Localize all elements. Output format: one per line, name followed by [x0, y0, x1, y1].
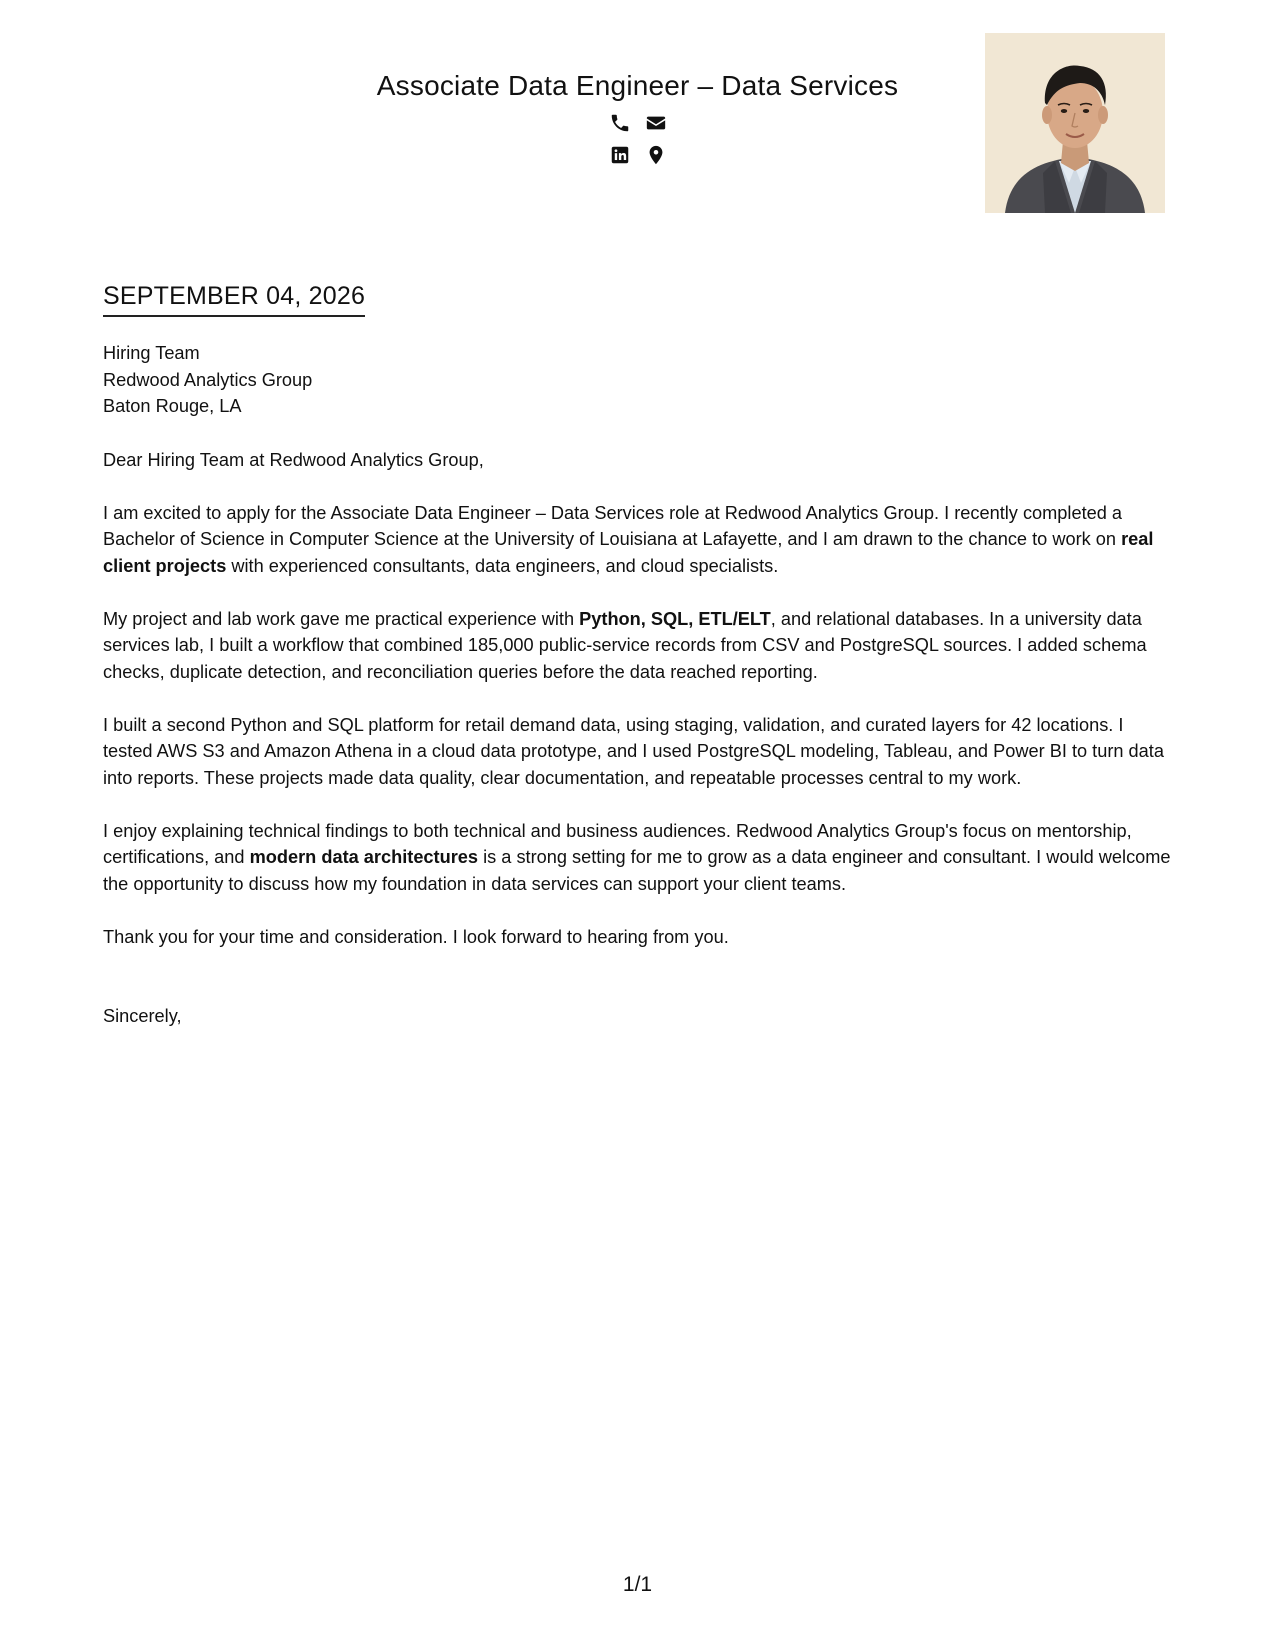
paragraph-3: I built a second Python and SQL platform for retail demand data, using staging, validation, and curated layers for 42 locations. I tested AWS S3 and Amazon Athena in a cloud data prototype, and I used PostgreSQL modeling, Tableau, and Power BI to turn data into reports. These projects made data quality, clear documentation, and repeatable processes central to my work.	[103, 714, 1164, 788]
closing: Sincerely,	[103, 1006, 182, 1026]
recipient-name: Hiring Team	[103, 343, 200, 363]
recipient-company: Redwood Analytics Group	[103, 369, 313, 390]
paragraph-1-text-b: with experienced consultants, data engineers, and cloud specialists.	[226, 555, 779, 576]
paragraph-4-text-a: I enjoy explaining technical findings to both technical and business audiences. Redwood Analytics Group's focus on mentorship, certifications, and	[103, 820, 1132, 867]
salutation: Dear Hiring Team at Redwood Analytics Group,	[103, 449, 484, 470]
job-title: Associate Data Engineer – Data Services	[376, 70, 899, 101]
page-number: 1/1	[622, 1573, 653, 1596]
phone-icon[interactable]	[609, 112, 631, 134]
paragraph-2	[103, 606, 1175, 686]
letter-body	[103, 340, 1175, 1030]
recipient-block	[103, 340, 1175, 420]
paragraph-1-bold: real client projects	[103, 529, 1154, 576]
paragraph-4-text-b: is a strong setting for me to grow as a data engineer and consultant. I would welcome the opportunity to discuss how my foundation in data services can support your client teams.	[103, 847, 1171, 894]
paragraph-5: Thank you for your time and consideration. I look forward to hearing from you.	[103, 926, 729, 947]
recipient-location: Baton Rouge, LA	[103, 396, 242, 416]
paragraph-1	[103, 500, 1175, 580]
profile-photo	[985, 33, 1165, 213]
paragraph-4	[103, 818, 1175, 898]
linkedin-icon[interactable]	[609, 144, 631, 166]
letter-date: SEPTEMBER 04, 2026	[103, 281, 365, 317]
envelope-icon[interactable]	[645, 112, 667, 134]
paragraph-2-text-a: My project and lab work gave me practical experience with	[103, 608, 580, 629]
paragraph-4-bold: modern data architectures	[249, 847, 479, 867]
paragraph-1-text-a: I am excited to apply for the Associate Data Engineer – Data Services role at Redwood Analytics Group. I recently completed a Bachelor of Science in Computer Science at the University of Louisiana at Lafayette, and I am drawn to the chance to work on	[103, 502, 1123, 549]
map-pin-icon[interactable]	[645, 144, 667, 166]
paragraph-2-bold: Python, SQL, ETL/ELT	[579, 608, 771, 629]
paragraph-2-text-b: , and relational databases. In a university data services lab, I built a workflow that combined 185,000 public-service records from CSV and PostgreSQL sources. I added schema checks, duplicate detection, and reconciliation queries before the data reached reporting.	[103, 608, 1147, 682]
